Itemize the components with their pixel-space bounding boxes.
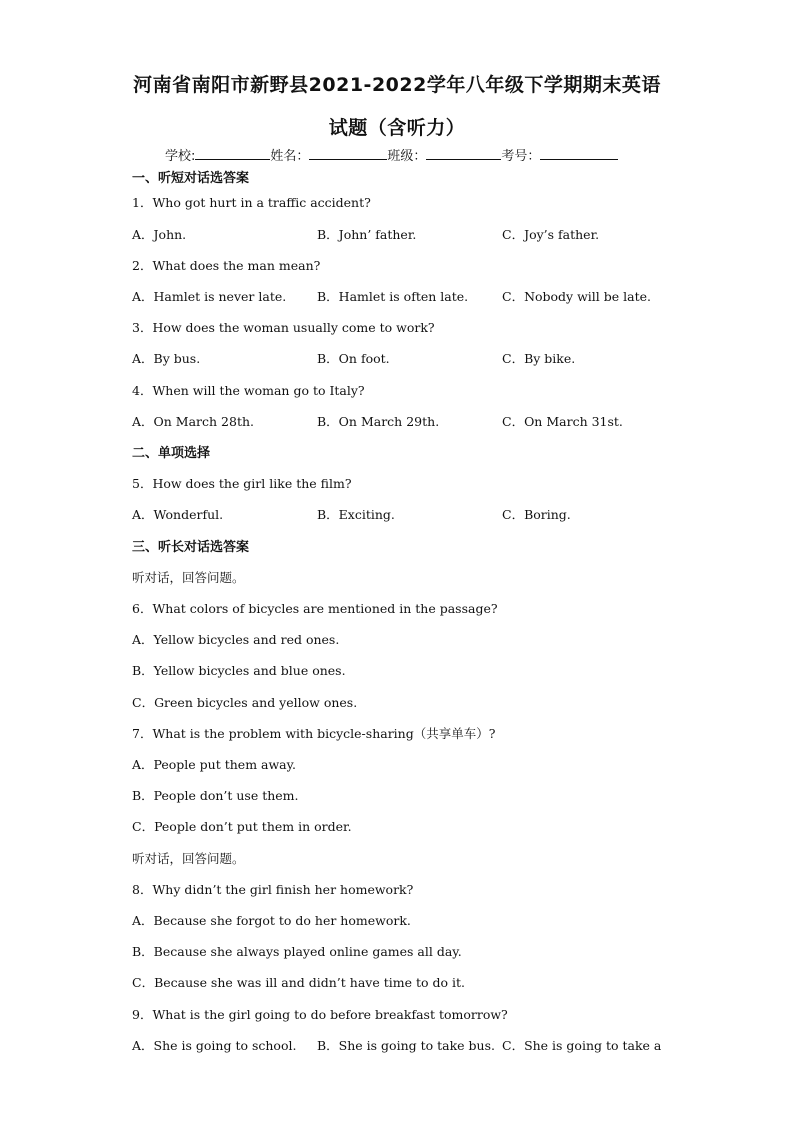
question-2-option-c[interactable]: C．Nobody will be late.: [502, 289, 651, 304]
question-8-stem: 8．Why didn’t the girl finish her homework?: [132, 882, 414, 897]
question-8-option-c[interactable]: C．Because she was ill and didn’t have time to do it.: [132, 975, 465, 990]
instruction-2: 听对话，回答问题。: [132, 851, 245, 866]
school-label: 学校:: [165, 149, 196, 164]
question-9-option-c[interactable]: C．She is going to take a: [502, 1038, 662, 1053]
question-7-stem: 7．What is the problem with bicycle-sharing（共享单车）?: [132, 726, 496, 741]
class-blank[interactable]: [426, 147, 501, 160]
question-4-option-b[interactable]: B．On March 29th.: [317, 414, 440, 429]
question-4-option-c[interactable]: C．On March 31st.: [502, 414, 623, 429]
question-1-option-a[interactable]: A．John.: [132, 227, 187, 242]
question-4-option-a[interactable]: A．On March 28th.: [132, 414, 255, 429]
section-heading-2: 二、单项选择: [132, 446, 211, 461]
question-5-stem: 5．How does the girl like the film?: [132, 476, 352, 491]
number-blank[interactable]: [540, 147, 618, 160]
question-3-stem: 3．How does the woman usually come to work?: [132, 320, 435, 335]
question-1-stem: 1．Who got hurt in a traffic accident?: [132, 195, 371, 210]
question-9-option-a[interactable]: A．She is going to school.: [132, 1038, 297, 1053]
instruction-1: 听对话，回答问题。: [132, 570, 245, 585]
question-7-option-b[interactable]: B．People don’t use them.: [132, 788, 299, 803]
page-subtitle: 试题（含听力）: [328, 117, 466, 139]
question-9-option-b[interactable]: B．She is going to take bus.: [317, 1038, 495, 1053]
question-3-option-c[interactable]: C．By bike.: [502, 351, 576, 366]
question-7-option-c[interactable]: C．People don’t put them in order.: [132, 819, 352, 834]
question-4-stem: 4．When will the woman go to Italy?: [132, 383, 365, 398]
question-1-option-c[interactable]: C．Joy’s father.: [502, 227, 600, 242]
question-6-option-b[interactable]: B．Yellow bicycles and blue ones.: [132, 663, 346, 678]
question-3-option-b[interactable]: B．On foot.: [317, 351, 390, 366]
question-6-stem: 6．What colors of bicycles are mentioned in the passage?: [132, 601, 498, 616]
name-blank[interactable]: [309, 147, 387, 160]
name-label: 姓名：: [270, 149, 310, 164]
school-blank[interactable]: [195, 147, 270, 160]
question-1-option-b[interactable]: B．John’ father.: [317, 227, 417, 242]
class-label: 班级：: [387, 149, 427, 164]
question-6-option-a[interactable]: A．Yellow bicycles and red ones.: [132, 632, 340, 647]
question-5-option-c[interactable]: C．Boring.: [502, 507, 571, 522]
question-5-option-b[interactable]: B．Exciting.: [317, 507, 395, 522]
section-heading-3: 三、听长对话选答案: [132, 540, 250, 555]
question-8-option-b[interactable]: B．Because she always played online games all day.: [132, 944, 462, 959]
page-title: 河南省南阳市新野县2021-2022学年八年级下学期期末英语: [133, 74, 661, 96]
question-3-option-a[interactable]: A．By bus.: [132, 351, 201, 366]
question-5-option-a[interactable]: A．Wonderful.: [132, 507, 224, 522]
number-label: 考号：: [501, 149, 541, 164]
student-info-line: [165, 145, 618, 164]
question-8-option-a[interactable]: A．Because she forgot to do her homework.: [132, 913, 411, 928]
section-heading-1: 一、听短对话选答案: [132, 171, 250, 186]
question-6-option-c[interactable]: C．Green bicycles and yellow ones.: [132, 695, 358, 710]
question-9-stem: 9．What is the girl going to do before breakfast tomorrow?: [132, 1007, 508, 1022]
question-7-option-a[interactable]: A．People put them away.: [132, 757, 296, 772]
question-2-stem: 2．What does the man mean?: [132, 258, 321, 273]
question-2-option-a[interactable]: A．Hamlet is never late.: [132, 289, 287, 304]
question-2-option-b[interactable]: B．Hamlet is often late.: [317, 289, 469, 304]
